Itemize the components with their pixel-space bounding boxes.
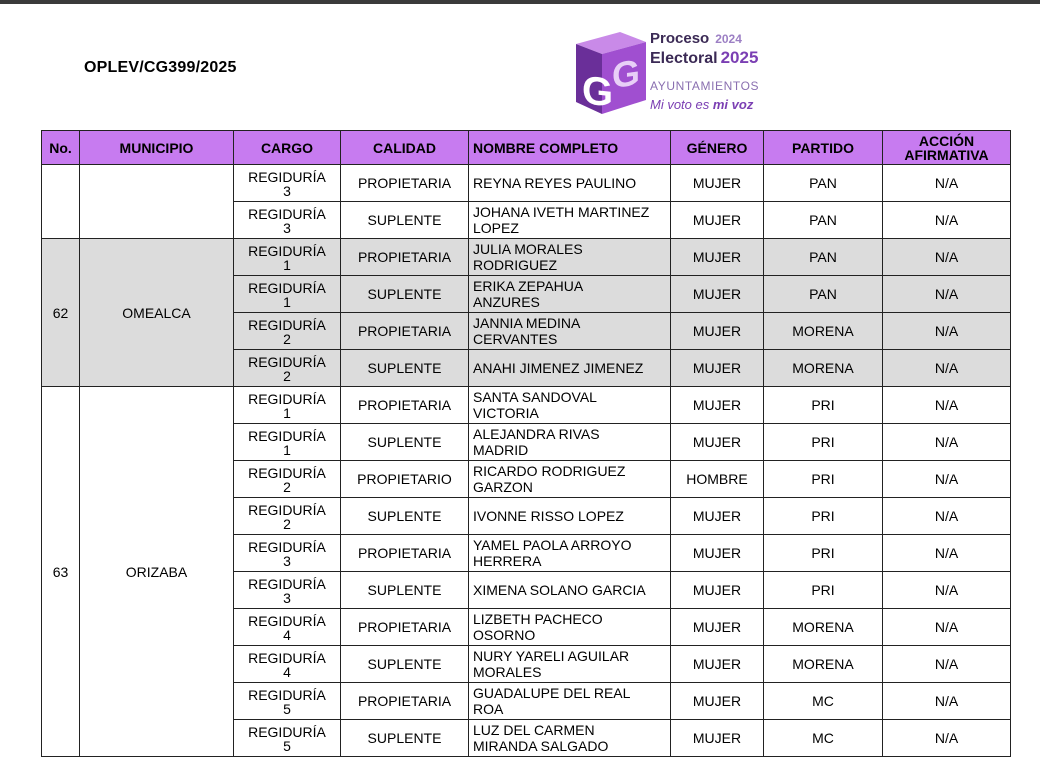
cargo-number: 1 <box>283 442 291 458</box>
cargo-title: REGIDURÍA <box>248 391 326 407</box>
cell-calidad: SUPLENTE <box>341 498 469 535</box>
cell-calidad: PROPIETARIA <box>341 609 469 646</box>
cargo-title: REGIDURÍA <box>248 243 326 259</box>
cargo-title: REGIDURÍA <box>248 354 326 370</box>
cell-accion-afirmativa: N/A <box>883 424 1011 461</box>
cell-genero: MUJER <box>671 350 764 387</box>
cell-accion-afirmativa: N/A <box>883 646 1011 683</box>
cargo-number: 3 <box>283 590 291 606</box>
cell-accion-afirmativa: N/A <box>883 572 1011 609</box>
cell-genero: MUJER <box>671 165 764 202</box>
cargo-number: 2 <box>283 516 291 532</box>
cargo-title: REGIDURÍA <box>248 502 326 518</box>
candidates-table <box>41 130 1011 757</box>
nombre-line-2: MADRID <box>473 442 529 458</box>
cell-partido: PAN <box>764 202 883 239</box>
cell-cargo <box>234 276 341 313</box>
cell-calidad: PROPIETARIO <box>341 461 469 498</box>
cargo-number: 3 <box>283 553 291 569</box>
cargo-title: REGIDURÍA <box>248 539 326 555</box>
cell-calidad: SUPLENTE <box>341 572 469 609</box>
cell-genero: MUJER <box>671 424 764 461</box>
cargo-title: REGIDURÍA <box>248 465 326 481</box>
nombre-line-2: GARZON <box>473 479 533 495</box>
cell-cargo <box>234 387 341 424</box>
cell-nombre <box>469 165 671 202</box>
cell-accion-afirmativa: N/A <box>883 350 1011 387</box>
cell-partido: PRI <box>764 387 883 424</box>
cell-accion-afirmativa: N/A <box>883 313 1011 350</box>
cell-municipio: OMEALCA <box>80 239 234 387</box>
nombre-line-1: JANNIA MEDINA <box>473 315 581 331</box>
cell-genero: HOMBRE <box>671 461 764 498</box>
cell-accion-afirmativa: N/A <box>883 683 1011 720</box>
cell-calidad: SUPLENTE <box>341 720 469 757</box>
cargo-title: REGIDURÍA <box>248 613 326 629</box>
cell-accion-afirmativa: N/A <box>883 535 1011 572</box>
header-accion-afirmativa: ACCIÓN AFIRMATIVA <box>883 131 1011 165</box>
nombre-line-2: RODRIGUEZ <box>473 257 557 273</box>
cargo-title: REGIDURÍA <box>248 650 326 666</box>
nombre-line-2: OSORNO <box>473 627 536 643</box>
nombre-line-1: REYNA REYES PAULINO <box>473 175 637 191</box>
cell-calidad: SUPLENTE <box>341 646 469 683</box>
cell-calidad: SUPLENTE <box>341 276 469 313</box>
nombre-line-2: MORALES <box>473 664 542 680</box>
cargo-title: REGIDURÍA <box>248 576 326 592</box>
cell-partido: MORENA <box>764 350 883 387</box>
nombre-line-1: YAMEL PAOLA ARROYO <box>473 537 632 553</box>
cell-nombre <box>469 313 671 350</box>
cell-calidad: PROPIETARIA <box>341 313 469 350</box>
table-header-row <box>42 131 1011 165</box>
nombre-line-2: ANZURES <box>473 294 540 310</box>
cell-partido: PAN <box>764 165 883 202</box>
cell-accion-afirmativa: N/A <box>883 276 1011 313</box>
cell-cargo <box>234 165 341 202</box>
nombre-line-2: VICTORIA <box>473 405 539 421</box>
cell-genero: MUJER <box>671 683 764 720</box>
cell-cargo <box>234 461 341 498</box>
cell-genero: MUJER <box>671 202 764 239</box>
header-cargo: CARGO <box>234 131 341 165</box>
cell-accion-afirmativa: N/A <box>883 609 1011 646</box>
cargo-title: REGIDURÍA <box>248 724 326 740</box>
cell-cargo <box>234 609 341 646</box>
cell-partido: MC <box>764 720 883 757</box>
cell-nombre <box>469 424 671 461</box>
table-row <box>42 239 1011 276</box>
cargo-title: REGIDURÍA <box>248 280 326 296</box>
logo-proceso: Proceso 2024 <box>650 30 742 47</box>
table-body <box>42 165 1011 757</box>
header-partido: PARTIDO <box>764 131 883 165</box>
cell-cargo <box>234 239 341 276</box>
cell-cargo <box>234 683 341 720</box>
cargo-number: 2 <box>283 479 291 495</box>
cell-calidad: SUPLENTE <box>341 350 469 387</box>
cell-nombre <box>469 239 671 276</box>
cell-genero: MUJER <box>671 609 764 646</box>
cell-accion-afirmativa: N/A <box>883 202 1011 239</box>
cell-genero: MUJER <box>671 239 764 276</box>
cell-partido: PRI <box>764 424 883 461</box>
cell-genero: MUJER <box>671 535 764 572</box>
svg-text:G: G <box>612 51 640 97</box>
cell-partido: MORENA <box>764 313 883 350</box>
nombre-line-2: MIRANDA SALGADO <box>473 738 609 754</box>
cell-cargo <box>234 202 341 239</box>
cell-partido: PRI <box>764 461 883 498</box>
cell-nombre <box>469 387 671 424</box>
header-municipio: MUNICIPIO <box>80 131 234 165</box>
cell-genero: MUJER <box>671 572 764 609</box>
cell-calidad: PROPIETARIA <box>341 387 469 424</box>
cell-nombre <box>469 646 671 683</box>
cell-nombre <box>469 572 671 609</box>
cell-accion-afirmativa: N/A <box>883 387 1011 424</box>
cargo-number: 2 <box>283 368 291 384</box>
cargo-number: 1 <box>283 405 291 421</box>
header-genero: GÉNERO <box>671 131 764 165</box>
cell-cargo <box>234 572 341 609</box>
top-border <box>0 0 1040 4</box>
cell-partido: PRI <box>764 572 883 609</box>
logo-ayuntamientos: AYUNTAMIENTOS <box>650 79 760 93</box>
logo-electoral: Electoral 2025 <box>650 48 759 67</box>
cargo-number: 4 <box>283 664 291 680</box>
cell-cargo <box>234 350 341 387</box>
cell-genero: MUJER <box>671 646 764 683</box>
table-row <box>42 387 1011 424</box>
cell-calidad: SUPLENTE <box>341 424 469 461</box>
cell-municipio: ORIZABA <box>80 387 234 757</box>
document-code: OPLEV/CG399/2025 <box>84 59 237 76</box>
cargo-title: REGIDURÍA <box>248 169 326 185</box>
cell-nombre <box>469 202 671 239</box>
cell-genero: MUJER <box>671 498 764 535</box>
cell-genero: MUJER <box>671 387 764 424</box>
cargo-number: 4 <box>283 627 291 643</box>
nombre-line-2: LOPEZ <box>473 220 519 236</box>
cargo-number: 1 <box>283 294 291 310</box>
cell-partido: PAN <box>764 239 883 276</box>
nombre-line-1: XIMENA SOLANO GARCIA <box>473 582 646 598</box>
cell-cargo <box>234 646 341 683</box>
cell-nombre <box>469 720 671 757</box>
nombre-line-1: ANAHI JIMENEZ JIMENEZ <box>473 360 644 376</box>
nombre-line-1: JOHANA IVETH MARTINEZ <box>473 204 650 220</box>
cell-calidad: PROPIETARIA <box>341 535 469 572</box>
cargo-title: REGIDURÍA <box>248 428 326 444</box>
cargo-title: REGIDURÍA <box>248 317 326 333</box>
table-row <box>42 165 1011 202</box>
logo-lema: Mi voto es mi voz <box>650 97 754 112</box>
cell-calidad: PROPIETARIA <box>341 683 469 720</box>
cell-nombre <box>469 609 671 646</box>
cell-municipio <box>80 165 234 239</box>
nombre-line-1: NURY YARELI AGUILAR <box>473 648 630 664</box>
nombre-line-1: GUADALUPE DEL REAL <box>473 685 631 701</box>
cargo-number: 5 <box>283 738 291 754</box>
cargo-number: 2 <box>283 331 291 347</box>
cell-nombre <box>469 350 671 387</box>
cell-nombre <box>469 535 671 572</box>
nombre-line-1: LUZ DEL CARMEN <box>473 722 595 738</box>
cell-calidad: PROPIETARIA <box>341 165 469 202</box>
cell-nombre <box>469 683 671 720</box>
cargo-title: REGIDURÍA <box>248 687 326 703</box>
nombre-line-1: SANTA SANDOVAL <box>473 389 597 405</box>
nombre-line-2: ROA <box>473 701 504 717</box>
cell-nombre <box>469 276 671 313</box>
cell-genero: MUJER <box>671 720 764 757</box>
cell-genero: MUJER <box>671 313 764 350</box>
cell-accion-afirmativa: N/A <box>883 165 1011 202</box>
cell-genero: MUJER <box>671 276 764 313</box>
cell-no: 62 <box>42 239 80 387</box>
svg-text:G: G <box>582 68 614 116</box>
nombre-line-1: ALEJANDRA RIVAS <box>473 426 600 442</box>
nombre-line-2: CERVANTES <box>473 331 558 347</box>
cell-nombre <box>469 461 671 498</box>
cell-partido: MORENA <box>764 646 883 683</box>
cell-nombre <box>469 498 671 535</box>
cell-cargo <box>234 313 341 350</box>
cargo-number: 1 <box>283 257 291 273</box>
header-calidad: CALIDAD <box>341 131 469 165</box>
nombre-line-1: LIZBETH PACHECO <box>473 611 603 627</box>
header-nombre: NOMBRE COMPLETO <box>469 131 671 165</box>
cell-cargo <box>234 720 341 757</box>
header-no: No. <box>42 131 80 165</box>
cell-partido: MC <box>764 683 883 720</box>
cell-cargo <box>234 424 341 461</box>
proceso-electoral-logo <box>570 28 770 118</box>
cell-accion-afirmativa: N/A <box>883 239 1011 276</box>
cargo-number: 3 <box>283 183 291 199</box>
cargo-number: 5 <box>283 701 291 717</box>
nombre-line-1: RICARDO RODRIGUEZ <box>473 463 626 479</box>
cargo-number: 3 <box>283 220 291 236</box>
nombre-line-1: IVONNE RISSO LOPEZ <box>473 508 624 524</box>
cell-partido: MORENA <box>764 609 883 646</box>
nombre-line-1: ERIKA ZEPAHUA <box>473 278 584 294</box>
cell-calidad: PROPIETARIA <box>341 239 469 276</box>
cargo-title: REGIDURÍA <box>248 206 326 222</box>
cell-partido: PRI <box>764 498 883 535</box>
cell-cargo <box>234 498 341 535</box>
cell-no <box>42 165 80 239</box>
cell-partido: PAN <box>764 276 883 313</box>
cell-partido: PRI <box>764 535 883 572</box>
cell-accion-afirmativa: N/A <box>883 720 1011 757</box>
cell-accion-afirmativa: N/A <box>883 461 1011 498</box>
nombre-line-1: JULIA MORALES <box>473 241 583 257</box>
nombre-line-2: HERRERA <box>473 553 542 569</box>
cell-calidad: SUPLENTE <box>341 202 469 239</box>
cell-cargo <box>234 535 341 572</box>
ople-logo-icon <box>570 28 650 118</box>
cell-accion-afirmativa: N/A <box>883 498 1011 535</box>
cell-no: 63 <box>42 387 80 757</box>
